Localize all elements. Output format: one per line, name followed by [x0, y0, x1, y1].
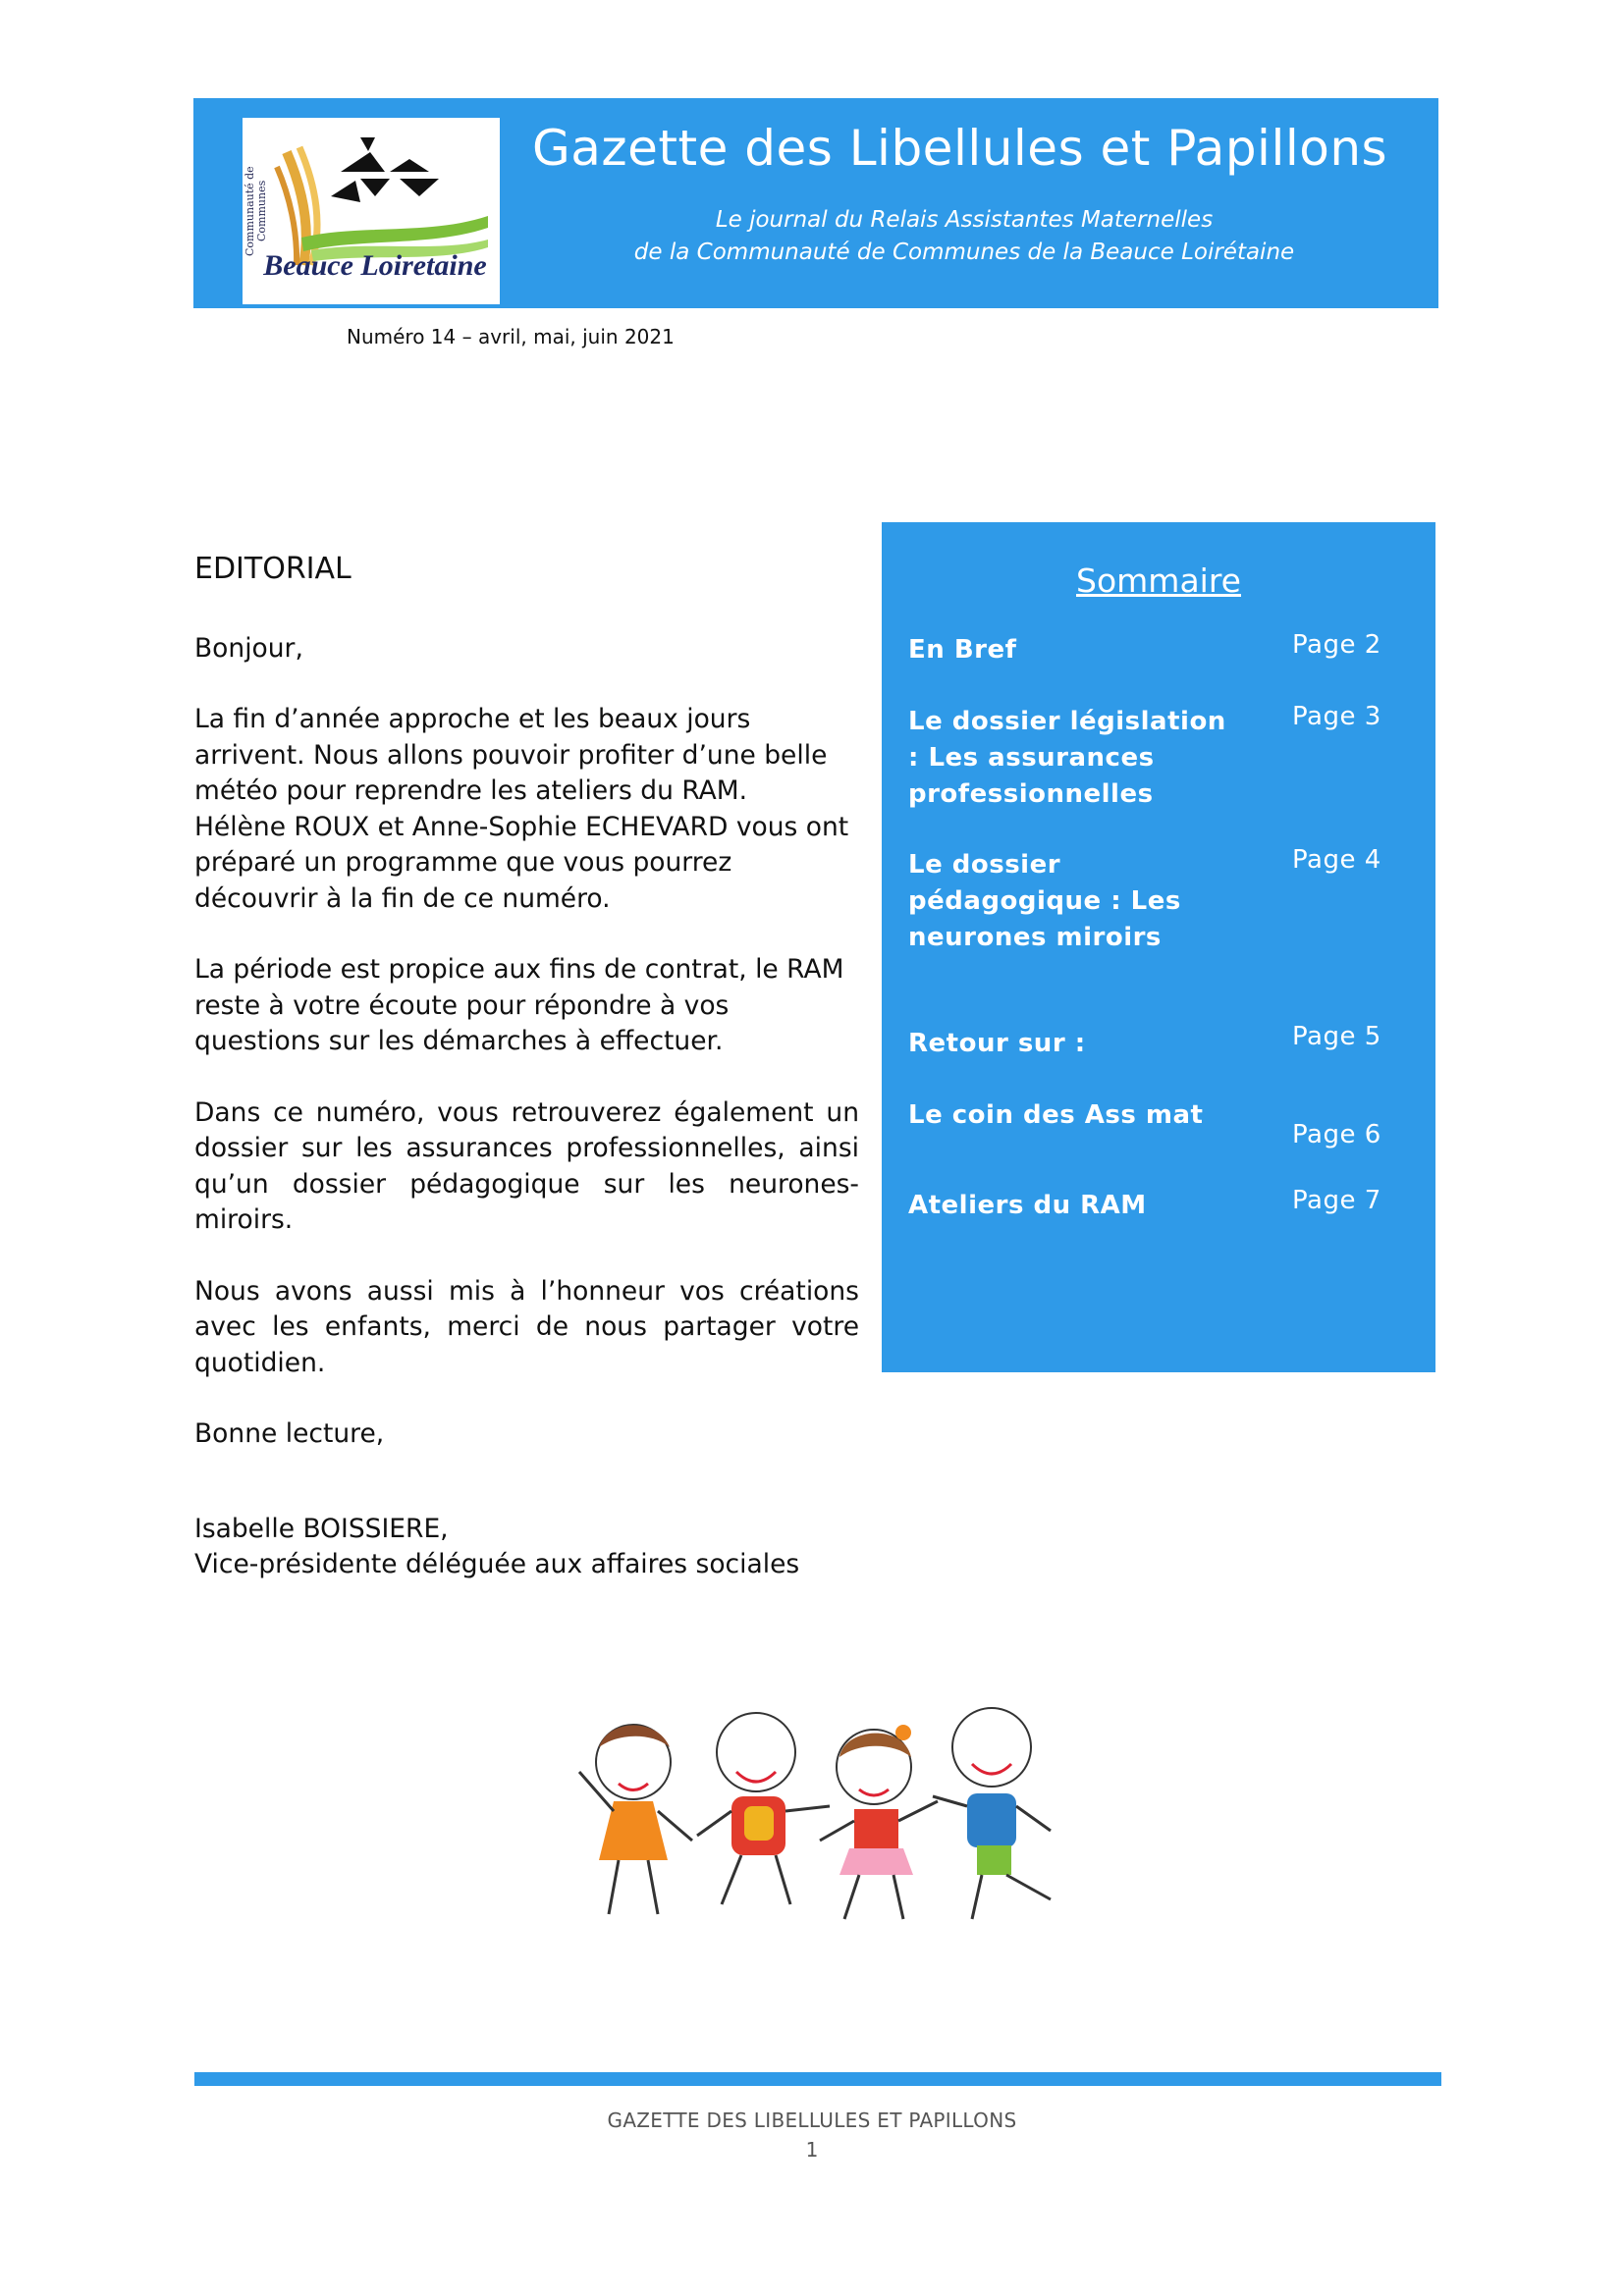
subtitle-line-2: de la Communauté de Communes de la Beauce Loirétaine: [633, 240, 1295, 265]
footer-title: GAZETTE DES LIBELLULES ET PAPILLONS: [607, 2109, 1017, 2132]
child-figure-1: [579, 1725, 692, 1914]
editorial-heading: EDITORIAL: [194, 552, 352, 586]
toc-item-page: Page 5: [1292, 1022, 1381, 1051]
logo-name: Beauce Loiretaine: [263, 249, 487, 282]
editorial-closing: Bonne lecture,: [194, 1418, 385, 1449]
editorial-paragraph: La fin d’année approche et les beaux jours arrivent. Nous allons pouvoir profiter d’une belle météo pour reprendre les ateliers du RAM.: [194, 704, 828, 806]
sommaire-title: Sommaire: [1076, 561, 1241, 600]
toc-item-label[interactable]: Le dossier pédagogique : Les neurones miroirs: [908, 850, 1181, 952]
editorial-greeting: Bonjour,: [194, 632, 303, 664]
gazette-subtitle: [532, 204, 1396, 269]
editorial-paragraph: La période est propice aux fins de contrat, le RAM reste à votre écoute pour répondre à vos questions sur les démarches à effectuer.: [194, 954, 844, 1056]
toc-item-page: Page 3: [1292, 702, 1381, 731]
toc-item-label[interactable]: Ateliers du RAM: [908, 1191, 1147, 1220]
sommaire-box: [882, 522, 1435, 1372]
toc-item-label[interactable]: En Bref: [908, 635, 1017, 665]
child-figure-4: [933, 1708, 1051, 1919]
footer-divider: [194, 2072, 1441, 2086]
editorial-section: [194, 552, 859, 1583]
editorial-paragraph: Nous avons aussi mis à l’honneur vos créations avec les enfants, merci de nous partager votre quotidien.: [194, 1275, 859, 1378]
editorial-paragraph: Dans ce numéro, vous retrouverez également un dossier sur les assurances professionnelles, ainsi qu’un dossier pédagogique sur les neurones-miroirs.: [194, 1096, 859, 1235]
page-number: 1: [805, 2138, 819, 2162]
toc-item-page: Page 6: [1292, 1120, 1381, 1149]
child-figure-2: [697, 1713, 830, 1904]
issue-number: Numéro 14 – avril, mai, juin 2021: [347, 325, 675, 348]
editorial-paragraph: Hélène ROUX et Anne-Sophie ECHEVARD vous ont préparé un programme que vous pourrez découvrir à la fin de ce numéro.: [194, 811, 849, 914]
toc-item-label[interactable]: Retour sur :: [908, 1029, 1086, 1058]
logo-side-text: Communauté de Communes: [244, 166, 268, 256]
editorial-signature: [194, 1512, 859, 1583]
toc-item-label[interactable]: Le dossier législation : Les assurances professionnelles: [908, 707, 1226, 809]
gazette-title: Gazette des Libellules et Papillons: [532, 120, 1388, 177]
header-banner: [193, 98, 1438, 308]
toc-item-page: Page 2: [1292, 630, 1381, 660]
signature-role: Vice-présidente déléguée aux affaires sociales: [194, 1549, 800, 1579]
subtitle-line-1: Le journal du Relais Assistantes Maternelles: [715, 207, 1214, 233]
toc-item-label[interactable]: Le coin des Ass mat: [908, 1100, 1204, 1130]
child-figure-3: [820, 1725, 938, 1919]
toc-item-page: Page 7: [1292, 1186, 1381, 1215]
children-illustration: [560, 1703, 1090, 1939]
signature-name: Isabelle BOISSIERE,: [194, 1513, 449, 1544]
toc-item-page: Page 4: [1292, 845, 1381, 875]
beauce-loiretaine-logo: [243, 118, 500, 304]
